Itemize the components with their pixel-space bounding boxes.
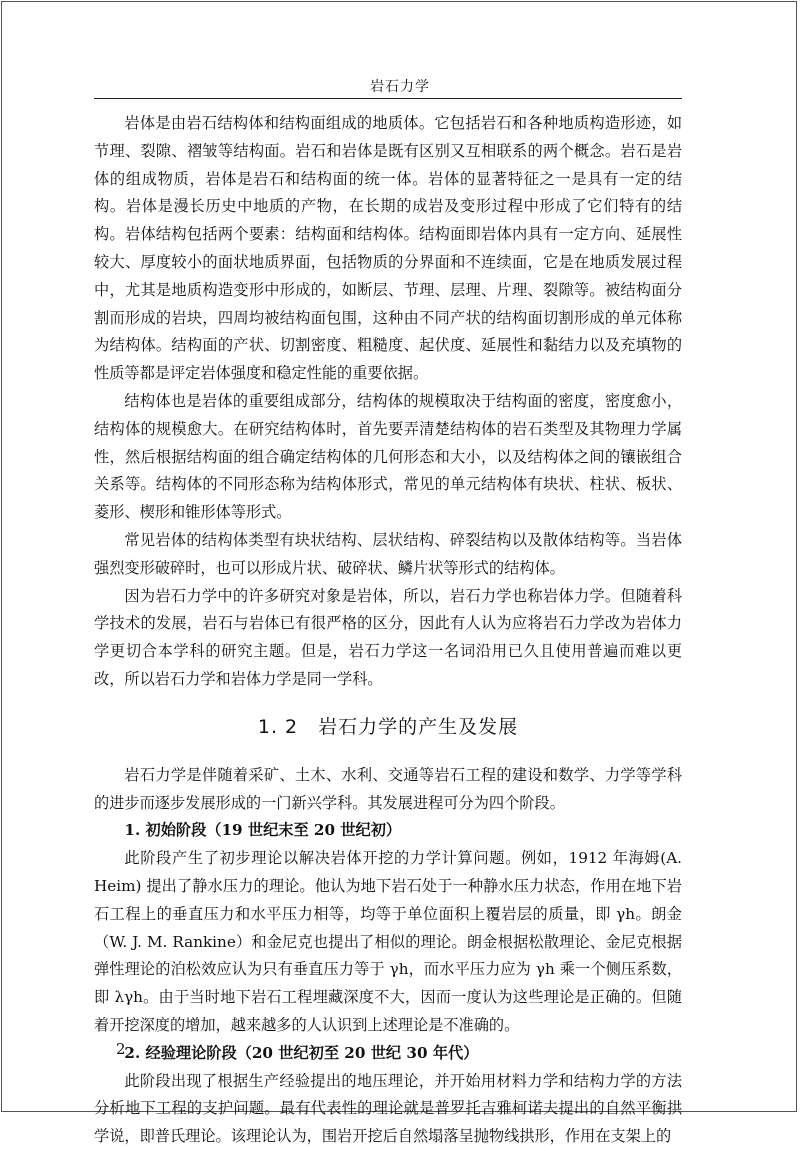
paragraph-rock-mass: 岩体是由岩石结构体和结构面组成的地质体。它包括岩石和各种地质构造形迹，如节理、裂隙、褶皱等结构面。岩石和岩体是既有区别又互相联系的两个概念。岩石是岩体的组成物质，岩体是岩石和结构面的统一体。岩体的显著特征之一是具有一定的结构。岩体是漫长历史中地质的产物，在长期的成岩及变形过程中形成了它们特有的结构。岩体结构包括两个要素：结构面和结构体。结构面即岩体内具有一定方向、延展性较大、厚度较小的面状地质界面，包括物质的分界面和不连续面，它是在地质发展过程中，尤其是地质构造变形中形成的，如断层、节理、层理、片理、裂隙等。被结构面分割而形成的岩块，四周均被结构面包围，这种由不同产状的结构面切割形成的单元体称为结构体。结构面的产状、切割密度、粗糙度、起伏度、延展性和黏结力以及充填物的性质等都是评定岩体强度和稳定性能的重要依据。 [94, 114, 682, 383]
section-heading: 1. 2 岩石力学的产生及发展 [257, 715, 519, 738]
stage-2-heading: 2. 经验理论阶段（20 世纪初至 20 世纪 30 年代） [124, 1043, 479, 1062]
paragraph-rock-vs-mass-mechanics: 因为岩石力学中的许多研究对象是岩体，所以，岩石力学也称岩体力学。但随着科学技术的发展，岩石与岩体已有很严格的区分，因此有人认为应将岩石力学改为岩体力学更切合本学科的研究主题。但是，岩石力学这一名词沿用已久且使用普遍而难以更改，所以岩石力学和岩体力学是同一学科。 [94, 586, 682, 688]
section-intro: 岩石力学是伴随着采矿、土木、水利、交通等岩石工程的建设和数学、力学等学科的进步而逐步发展形成的一门新兴学科。其发展进程可分为四个阶段。 [94, 765, 682, 812]
document-body [94, 110, 682, 1151]
stage-1-heading: 1. 初始阶段（19 世纪末至 20 世纪初） [124, 821, 402, 840]
paragraph-structure-body: 结构体也是岩体的重要组成部分，结构体的规模取决于结构面的密度，密度愈小，结构体的规模愈大。在研究结构体时，首先要弄清楚结构体的岩石类型及其物理力学属性，然后根据结构面的组合确定结构体的几何形态和大小，以及结构体之间的镶嵌组合关系等。结构体的不同形态称为结构体形式，常见的单元结构体有块状、柱状、板状、菱形、楔形和锥形体等形式。 [94, 391, 682, 522]
paragraph-structure-types: 常见岩体的结构体类型有块状结构、层状结构、碎裂结构以及散体结构等。当岩体强烈变形破碎时，也可以形成片状、破碎状、鳞片状等形式的结构体。 [94, 530, 682, 577]
header-rule [94, 98, 682, 99]
running-header: 岩石力学 [370, 79, 430, 95]
page-number: 2 [116, 1040, 126, 1058]
stage-1-text: 此阶段产生了初步理论以解决岩体开挖的力学计算问题。例如，1912 年海姆(A. Heim) 提出了静水压力的理论。他认为地下岩石处于一种静水压力状态，作用在地下岩石工程上的垂直压力和水平压力相等，均等于单位面积上覆岩层的质量，即 γh。朗金（W. J. M. Rankine）和金尼克也提出了相似的理论。朗金根据松散理论、金尼克根据弹性理论的泊松效应认为只有垂直压力等于 γh，而水平压力应为 γh 乘一个侧压系数，即 λγh。由于当时地下岩石工程埋藏深度不大，因而一度认为这些理论是正确的。但随着开挖深度的增加，越来越多的人认识到上述理论是不准确的。 [94, 849, 682, 1034]
stage-2-text: 此阶段出现了根据生产经验提出的地压理论，并开始用材料力学和结构力学的方法分析地下工程的支护问题。最有代表性的理论就是普罗托吉雅柯诺夫提出的自然平衡拱学说，即普氏理论。该理论认为，围岩开挖后自然塌落呈抛物线拱形，作用在支架上的 [94, 1071, 682, 1146]
